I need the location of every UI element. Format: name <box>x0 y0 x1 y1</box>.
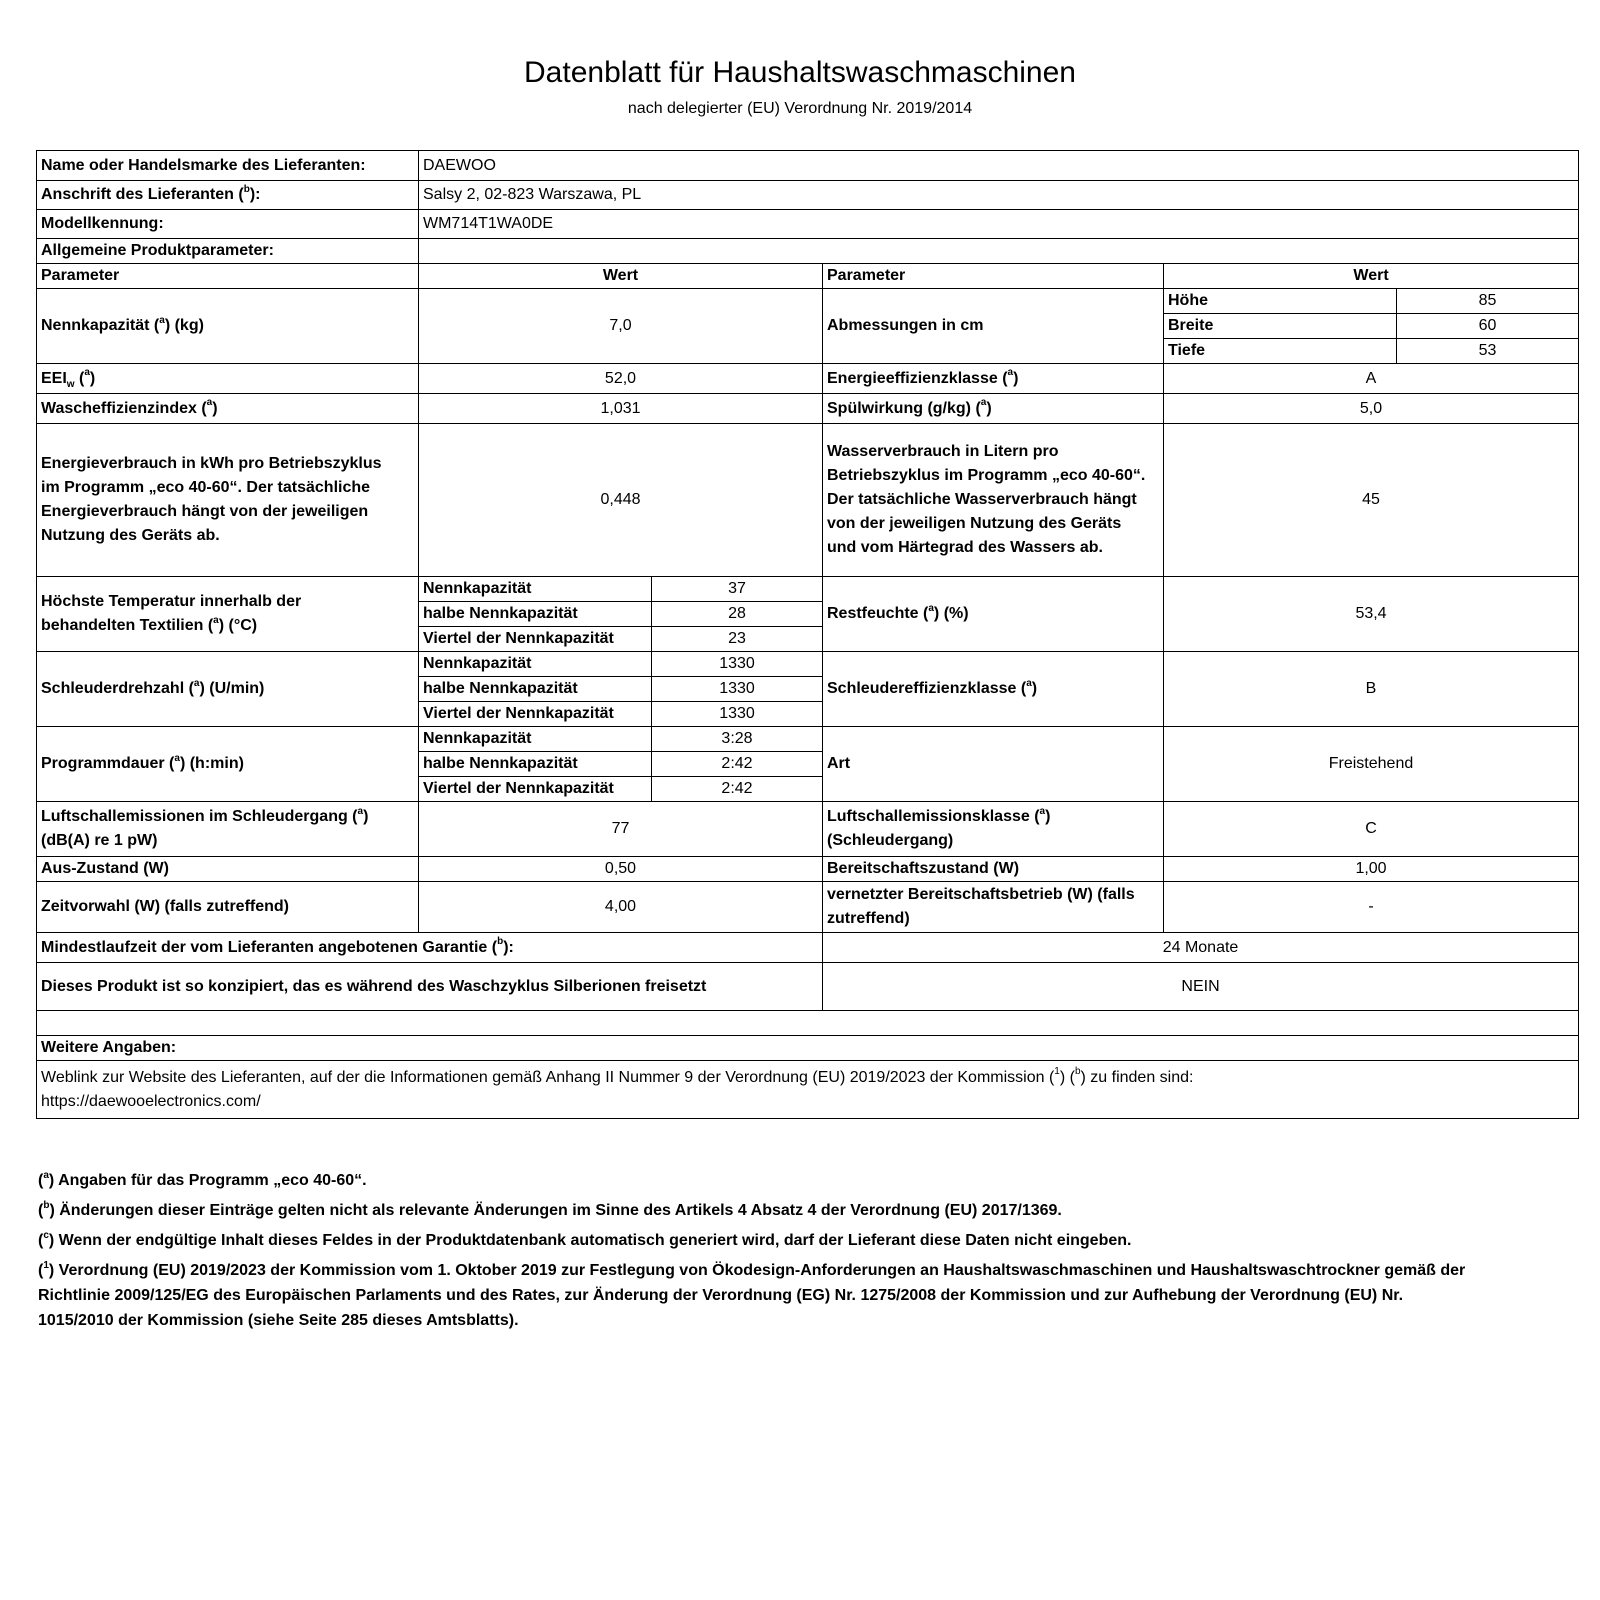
noise-label: Luftschallemissionen im Schleudergang ($^a$) (dB(A) re 1 pW) <box>37 802 419 857</box>
model-value: WM714T1WA0DE <box>419 210 1579 239</box>
guarantee-value: 24 Monate <box>823 933 1579 963</box>
spin-speed-half-value: 1330 <box>652 677 823 702</box>
general-params-empty <box>419 239 1579 264</box>
spin-speed-row-full <box>37 652 1579 677</box>
type-value: Freistehend <box>1164 727 1579 802</box>
supplier-name-row <box>37 151 1579 181</box>
spin-speed-quarter-value: 1330 <box>652 702 823 727</box>
duration-full-value: 3:28 <box>652 727 823 752</box>
duration-quarter-label: Viertel der Nennkapazität <box>419 777 652 802</box>
footnote-a: ($^a$) Angaben für das Programm „eco 40-60“. <box>38 1169 367 1189</box>
spin-speed-label: Schleuderdrehzahl ($^a$) (U/min) <box>37 652 419 727</box>
duration-quarter-value: 2:42 <box>652 777 823 802</box>
model-row <box>37 210 1579 239</box>
column-header-value: Wert <box>419 264 823 289</box>
spacer-row <box>37 1011 1579 1036</box>
column-header-parameter: Parameter <box>37 264 419 289</box>
off-mode-row <box>37 857 1579 882</box>
max-temp-quarter-value: 23 <box>652 627 823 652</box>
eei-row <box>37 364 1579 394</box>
supplier-address-label: Anschrift des Lieferanten ($^b$): <box>37 181 419 210</box>
supplier-weblink[interactable]: https://daewooelectronics.com/ <box>41 1092 261 1110</box>
further-info-text: Weblink zur Website des Lieferanten, auf der die Informationen gemäß Anhang II Nummer 9 der Verordnung (EU) 2019/2023 der Kommission ($^1$) ($^b$) zu finden sind: https://daewooelectronics.com/ <box>37 1061 1579 1119</box>
height-value: 85 <box>1397 289 1579 314</box>
type-label: Art <box>823 727 1164 802</box>
delay-start-label: Zeitvorwahl (W) (falls zutreffend) <box>37 882 419 933</box>
datasheet-table <box>36 150 1579 1119</box>
networked-standby-value: - <box>1164 882 1579 933</box>
noise-class-value: C <box>1164 802 1579 857</box>
rinse-label: Spülwirkung (g/kg) ($^a$) <box>823 394 1164 424</box>
width-value: 60 <box>1397 314 1579 339</box>
duration-full-label: Nennkapazität <box>419 727 652 752</box>
energy-consumption-label: Energieverbrauch in kWh pro Betriebszyklus im Programm „eco 40-60“. Der tatsächliche Energieverbrauch hängt von der jeweiligen Nutzung des Geräts ab. <box>37 424 419 577</box>
spin-class-label: Schleudereffizienzklasse ($^a$) <box>823 652 1164 727</box>
depth-value: 53 <box>1397 339 1579 364</box>
general-params-row <box>37 239 1579 264</box>
footnote-b: ($^b$) Änderungen dieser Einträge gelten nicht als relevante Änderungen im Sinne des Artikels 4 Absatz 4 der Verordnung (EU) 2017/1369. <box>38 1199 1062 1219</box>
spin-speed-full-value: 1330 <box>652 652 823 677</box>
supplier-address-row <box>37 181 1579 210</box>
standby-label: Bereitschaftszustand (W) <box>823 857 1164 882</box>
silver-ions-value: NEIN <box>823 963 1579 1011</box>
eei-value: 52,0 <box>419 364 823 394</box>
off-mode-label: Aus-Zustand (W) <box>37 857 419 882</box>
silver-ions-label: Dieses Produkt ist so konzipiert, das es während des Waschzyklus Silberionen freisetzt <box>37 963 823 1011</box>
supplier-address-value: Salsy 2, 02-823 Warszawa, PL <box>419 181 1579 210</box>
general-params-label: Allgemeine Produktparameter: <box>37 239 419 264</box>
duration-half-label: halbe Nennkapazität <box>419 752 652 777</box>
wash-index-row <box>37 394 1579 424</box>
wash-index-label: Wascheffizienzindex ($^a$) <box>37 394 419 424</box>
spin-speed-full-label: Nennkapazität <box>419 652 652 677</box>
footnote-c: ($^c$) Wenn der endgültige Inhalt dieses Feldes in der Produktdatenbank automatisch generiert wird, darf der Lieferant diese Daten nicht eingeben. <box>38 1229 1132 1249</box>
page-title: Datenblatt für Haushaltswaschmaschinen <box>524 56 1076 89</box>
max-temp-full-label: Nennkapazität <box>419 577 652 602</box>
networked-standby-label: vernetzter Bereitschaftsbetrieb (W) (falls zutreffend) <box>823 882 1164 933</box>
eei-label: $EEI_w$ ($^a$) <box>37 364 419 394</box>
water-consumption-value: 45 <box>1164 424 1579 577</box>
consumption-row <box>37 424 1579 577</box>
energy-consumption-value: 0,448 <box>419 424 823 577</box>
max-temp-label: Höchste Temperatur innerhalb der behandelten Textilien ($^a$) (°C) <box>37 577 419 652</box>
max-temp-row-full <box>37 577 1579 602</box>
energy-class-label: Energieeffizienzklasse ($^a$) <box>823 364 1164 394</box>
standby-value: 1,00 <box>1164 857 1579 882</box>
max-temp-half-label: halbe Nennkapazität <box>419 602 652 627</box>
dimensions-label: Abmessungen in cm <box>823 289 1164 364</box>
off-mode-value: 0,50 <box>419 857 823 882</box>
delay-start-value: 4,00 <box>419 882 823 933</box>
depth-label: Tiefe <box>1164 339 1397 364</box>
duration-half-value: 2:42 <box>652 752 823 777</box>
column-header-parameter-2: Parameter <box>823 264 1164 289</box>
further-info-label: Weitere Angaben: <box>37 1036 1579 1061</box>
energy-class-value: A <box>1164 364 1579 394</box>
footnotes <box>38 1168 1578 1338</box>
capacity-label: Nennkapazität ($^a$) (kg) <box>37 289 419 364</box>
max-temp-full-value: 37 <box>652 577 823 602</box>
noise-value: 77 <box>419 802 823 857</box>
duration-label: Programmdauer ($^a$) (h:min) <box>37 727 419 802</box>
water-consumption-label: Wasserverbrauch in Litern pro Betriebszyklus im Programm „eco 40-60“. Der tatsächliche Wasserverbrauch hängt von der jeweiligen Nutzung des Geräts und vom Härtegrad des Wassers ab. <box>823 424 1164 577</box>
capacity-value: 7,0 <box>419 289 823 364</box>
further-info-row <box>37 1061 1579 1119</box>
spacer-cell <box>37 1011 1579 1036</box>
residual-moisture-label: Restfeuchte ($^a$) (%) <box>823 577 1164 652</box>
noise-class-label: Luftschallemissionsklasse ($^a$) (Schleudergang) <box>823 802 1164 857</box>
guarantee-row <box>37 933 1579 963</box>
model-label: Modellkennung: <box>37 210 419 239</box>
spin-speed-half-label: halbe Nennkapazität <box>419 677 652 702</box>
wash-index-value: 1,031 <box>419 394 823 424</box>
delay-start-row <box>37 882 1579 933</box>
guarantee-label: Mindestlaufzeit der vom Lieferanten angebotenen Garantie ($^b$): <box>37 933 823 963</box>
dimensions-row-height <box>37 289 1579 314</box>
width-label: Breite <box>1164 314 1397 339</box>
height-label: Höhe <box>1164 289 1397 314</box>
spin-speed-quarter-label: Viertel der Nennkapazität <box>419 702 652 727</box>
rinse-value: 5,0 <box>1164 394 1579 424</box>
silver-ions-row <box>37 963 1579 1011</box>
max-temp-quarter-label: Viertel der Nennkapazität <box>419 627 652 652</box>
column-header-row <box>37 264 1579 289</box>
supplier-name-label: Name oder Handelsmarke des Lieferanten: <box>37 151 419 181</box>
noise-row <box>37 802 1579 857</box>
page-subtitle: nach delegierter (EU) Verordnung Nr. 2019/2014 <box>627 100 973 117</box>
further-info-header-row <box>37 1036 1579 1061</box>
duration-row-full <box>37 727 1579 752</box>
column-header-value-2: Wert <box>1164 264 1579 289</box>
spin-class-value: B <box>1164 652 1579 727</box>
max-temp-half-value: 28 <box>652 602 823 627</box>
footnote-1: ($^1$) Verordnung (EU) 2019/2023 der Kommission vom 1. Oktober 2019 zur Festlegung von Ökodesign-Anforderungen an Haushaltswaschmaschinen und Haushaltswaschtrockner gemäß der Richtlinie 2009/125/EG des Europäischen Parlaments und des Rates, zur Änderung der Verordnung (EG) Nr. 1275/2008 der Kommission und zur Aufhebung der Verordnung (EU) Nr. 1015/2010 der Kommission (siehe Seite 285 dieses Amtsblatts). <box>38 1259 1466 1329</box>
supplier-name-value: DAEWOO <box>419 151 1579 181</box>
residual-moisture-value: 53,4 <box>1164 577 1579 652</box>
